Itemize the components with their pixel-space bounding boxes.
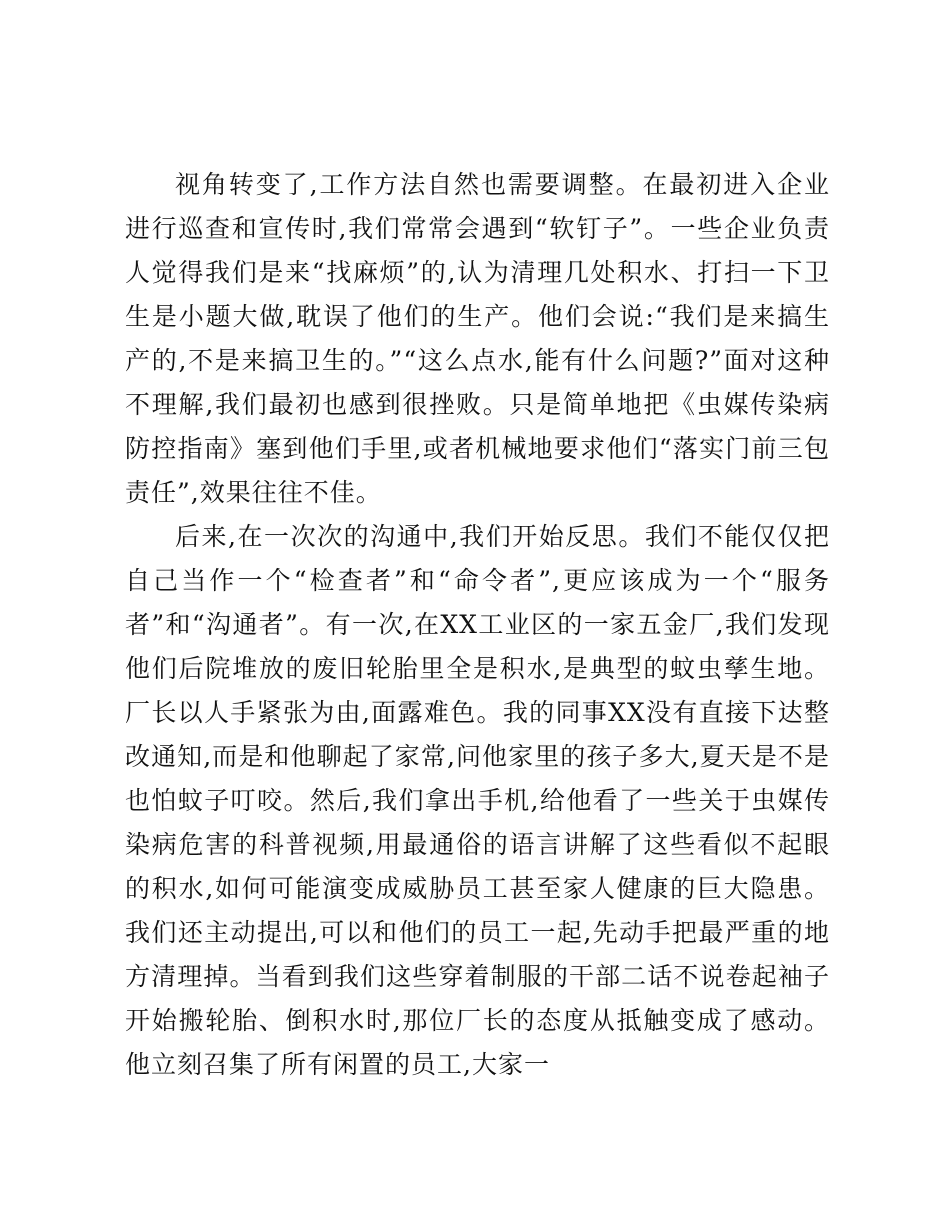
paragraph-work-method: 视角转变了,工作方法自然也需要调整。在最初进入企业进行巡查和宣传时,我们常常会遇到“软钉子”。一些企业负责人觉得我们是来“找麻烦”的,认为清理几处积水、打扫一下卫生是小题大做,耽误了他们的生产。他们会说:“我们是来搞生产的,不是来搞卫生的。”“这么点水,能有什么问题?”面对这种不理解,我们最初也感到很挫败。只是简单地把《虫媒传染病防控指南》塞到他们手里,或者机械地要求他们“落实门前三包责任”,效果往往不佳。 (125, 170, 830, 507)
body-text (125, 163, 830, 1087)
paragraph-reflection: 后来,在一次次的沟通中,我们开始反思。我们不能仅仅把自己当作一个“检查者”和“命令者”,更应该成为一个“服务者”和“沟通者”。有一次,在XX工业区的一家五金厂,我们发现他们后院堆放的废旧轮胎里全是积水,是典型的蚊虫孳生地。厂长以人手紧张为由,面露难色。我的同事XX没有直接下达整改通知,而是和他聊起了家常,问他家里的孩子多大,夏天是不是也怕蚊子叮咬。然后,我们拿出手机,给他看了一些关于虫媒传染病危害的科普视频,用最通俗的语言讲解了这些看似不起眼的积水,如何可能演变成威胁员工甚至家人健康的巨大隐患。我们还主动提出,可以和他们的员工一起,先动手把最严重的地方清理掉。当看到我们这些穿着制服的干部二话不说卷起袖子开始搬轮胎、倒积水时,那位厂长的态度从抵触变成了感动。他立刻召集了所有闲置的员工,大家一 (125, 522, 830, 1079)
